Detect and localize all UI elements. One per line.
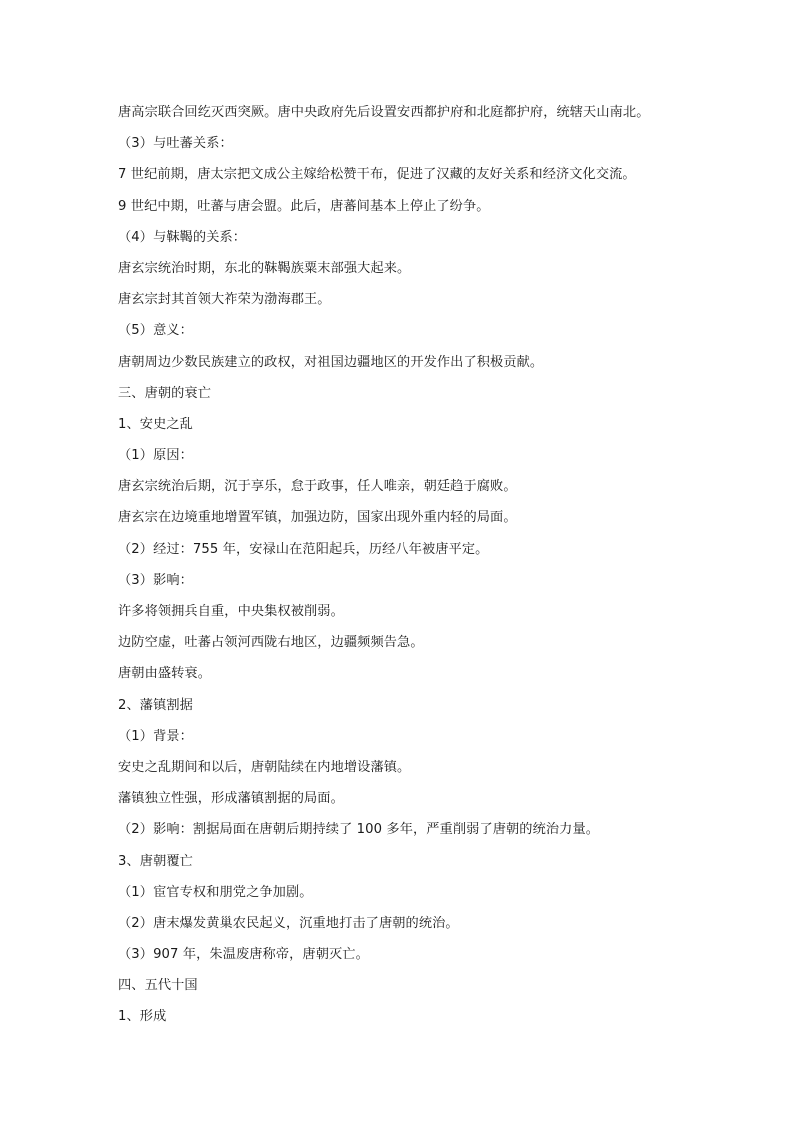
paragraph-line: （1）原因： <box>118 448 193 464</box>
paragraph-line: （2）唐末爆发黄巢农民起义，沉重地打击了唐朝的统治。 <box>118 915 459 931</box>
paragraph-line: （2）经过：755 年，安禄山在范阳起兵，历经八年被唐平定。 <box>118 541 489 557</box>
paragraph-line: 许多将领拥兵自重，中央集权被削弱。 <box>118 604 344 619</box>
section-heading: 四、五代十国 <box>118 978 198 994</box>
paragraph-line: 唐玄宗统治时期，东北的靺鞨族粟末部强大起来。 <box>118 260 411 276</box>
paragraph-line: 9 世纪中期，吐蕃与唐会盟。此后，唐蕃间基本上停止了纷争。 <box>118 198 490 214</box>
subsection-heading: 2、藩镇割据 <box>118 697 193 713</box>
paragraph-line: （3）907 年，朱温废唐称帝，唐朝灭亡。 <box>118 947 369 963</box>
subsection-heading: 3、唐朝覆亡 <box>118 853 193 869</box>
paragraph-line: 安史之乱期间和以后，唐朝陆续在内地增设藩镇。 <box>118 759 411 775</box>
paragraph-line: 唐朝由盛转衰。 <box>118 666 212 682</box>
paragraph-line: 藩镇独立性强，形成藩镇割据的局面。 <box>118 791 344 807</box>
paragraph-line: （4）与靺鞨的关系： <box>118 229 247 245</box>
paragraph-line: 唐朝周边少数民族建立的政权，对祖国边疆地区的开发作出了积极贡献。 <box>118 354 544 370</box>
document-body <box>118 103 718 1039</box>
paragraph-line: （3）影响： <box>118 572 193 588</box>
paragraph-line: 唐玄宗统治后期，沉于享乐，怠于政事，任人唯亲，朝廷趋于腐败。 <box>118 479 517 495</box>
paragraph-line: （2）影响：割据局面在唐朝后期持续了 100 多年，严重削弱了唐朝的统治力量。 <box>118 822 600 838</box>
subsection-heading: 1、形成 <box>118 1009 167 1025</box>
paragraph-line: （5）意义： <box>118 323 193 339</box>
subsection-heading: 1、安史之乱 <box>118 416 193 432</box>
paragraph-line: （1）背景： <box>118 728 193 744</box>
paragraph-line: 唐高宗联合回纥灭西突厥。唐中央政府先后设置安西都护府和北庭都护府，统辖天山南北。 <box>118 105 650 120</box>
section-heading: 三、唐朝的衰亡 <box>118 385 212 401</box>
paragraph-line: 7 世纪前期，唐太宗把文成公主嫁给松赞干布，促进了汉藏的友好关系和经济文化交流。 <box>118 167 636 183</box>
paragraph-line: 边防空虚，吐蕃占领河西陇右地区，边疆频频告急。 <box>118 635 424 651</box>
paragraph-line: 唐玄宗封其首领大祚荣为渤海郡王。 <box>118 292 331 308</box>
paragraph-line: 唐玄宗在边境重地增置军镇，加强边防，国家出现外重内轻的局面。 <box>118 510 517 526</box>
paragraph-line: （1）宦官专权和朋党之争加剧。 <box>118 884 313 900</box>
paragraph-line: （3）与吐蕃关系： <box>118 136 233 152</box>
